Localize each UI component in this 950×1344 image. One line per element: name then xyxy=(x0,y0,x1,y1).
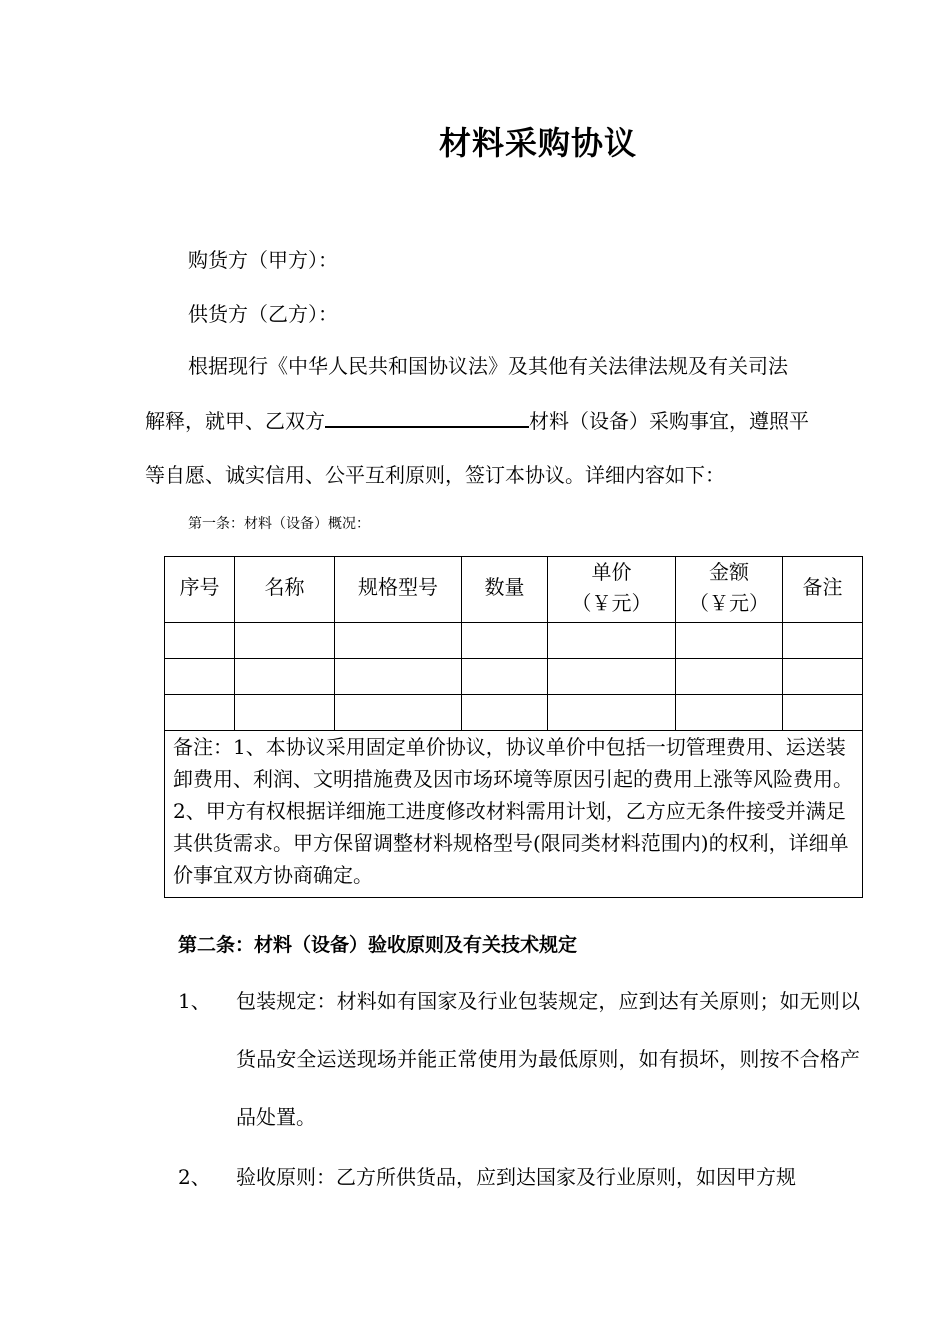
item-1-number: 1、 xyxy=(178,989,211,1013)
article-2-heading: 第二条：材料（设备）验收原则及有关技术规定 xyxy=(178,934,578,956)
item-1-text: 包装规定：材料如有国家及行业包装规定，应到达有关原则；如无则以货品安全运送现场并能正常使用为最低原则，如有损坏，则按不合格产品处置。 xyxy=(236,989,860,1129)
table-cell xyxy=(235,659,335,695)
header-index: 序号 xyxy=(165,557,235,623)
table-cell xyxy=(548,659,676,695)
note-1: 备注：1、本协议采用固定单价协议，协议单价中包括一切管理费用、运送装卸费用、利润、文明措施费及因市场环境等原因引起的费用上涨等风险费用。 xyxy=(173,735,853,791)
header-quantity: 数量 xyxy=(462,557,548,623)
table-cell xyxy=(462,623,548,659)
header-name: 名称 xyxy=(235,557,335,623)
header-amount-label: 金额 xyxy=(709,560,749,584)
table-cell xyxy=(165,695,235,731)
table-row xyxy=(165,623,863,659)
table-cell xyxy=(235,695,335,731)
header-remarks: 备注 xyxy=(783,557,863,623)
header-unit-price xyxy=(548,557,676,623)
table-notes-row xyxy=(165,731,863,898)
header-amount xyxy=(676,557,783,623)
table-cell xyxy=(676,695,783,731)
table-header-row xyxy=(165,557,863,623)
table-cell xyxy=(783,659,863,695)
table-cell xyxy=(335,695,462,731)
table-row xyxy=(165,659,863,695)
table-cell xyxy=(165,659,235,695)
table-cell xyxy=(462,695,548,731)
intro-line-1: 根据现行《中华人民共和国协议法》及其他有关法律法规及有关司法 xyxy=(188,354,788,378)
table-cell xyxy=(335,623,462,659)
table-row xyxy=(165,695,863,731)
intro-line-3: 等自愿、诚实信用、公平互利原则，签订本协议。详细内容如下： xyxy=(145,463,725,487)
buyer-label: 购货方（甲方）： xyxy=(188,248,338,272)
table-cell xyxy=(783,695,863,731)
header-amount-unit: （￥元） xyxy=(689,591,769,615)
header-unit-price-label: 单价 xyxy=(591,560,632,584)
table-cell xyxy=(548,695,676,731)
table-notes xyxy=(165,731,863,898)
materials-table xyxy=(164,556,863,898)
table-cell xyxy=(235,623,335,659)
table-cell xyxy=(165,623,235,659)
table-cell xyxy=(548,623,676,659)
item-2-number: 2、 xyxy=(178,1165,211,1189)
intro-line-2 xyxy=(145,407,809,435)
document-title: 材料采购协议 xyxy=(438,124,637,162)
party-name-blank xyxy=(325,408,529,428)
table-cell xyxy=(676,659,783,695)
article-1-heading: 第一条：材料（设备）概况： xyxy=(188,516,370,532)
header-spec: 规格型号 xyxy=(335,557,462,623)
table-cell xyxy=(676,623,783,659)
table-cell xyxy=(462,659,548,695)
item-2-text: 验收原则：乙方所供货品，应到达国家及行业原则，如因甲方规 xyxy=(236,1165,796,1189)
intro-line-2-start: 解释，就甲、乙双方 xyxy=(145,409,325,433)
table-cell xyxy=(335,659,462,695)
header-unit-price-unit: （￥元） xyxy=(571,591,652,615)
intro-line-2-end: 材料（设备）采购事宜，遵照平 xyxy=(529,409,809,433)
note-2: 2、甲方有权根据详细施工进度修改材料需用计划，乙方应无条件接受并满足其供货需求。甲方保留调整材料规格型号(限同类材料范围内)的权利，详细单价事宜双方协商确定。 xyxy=(173,799,849,887)
table-cell xyxy=(783,623,863,659)
supplier-label: 供货方（乙方）： xyxy=(188,302,338,326)
